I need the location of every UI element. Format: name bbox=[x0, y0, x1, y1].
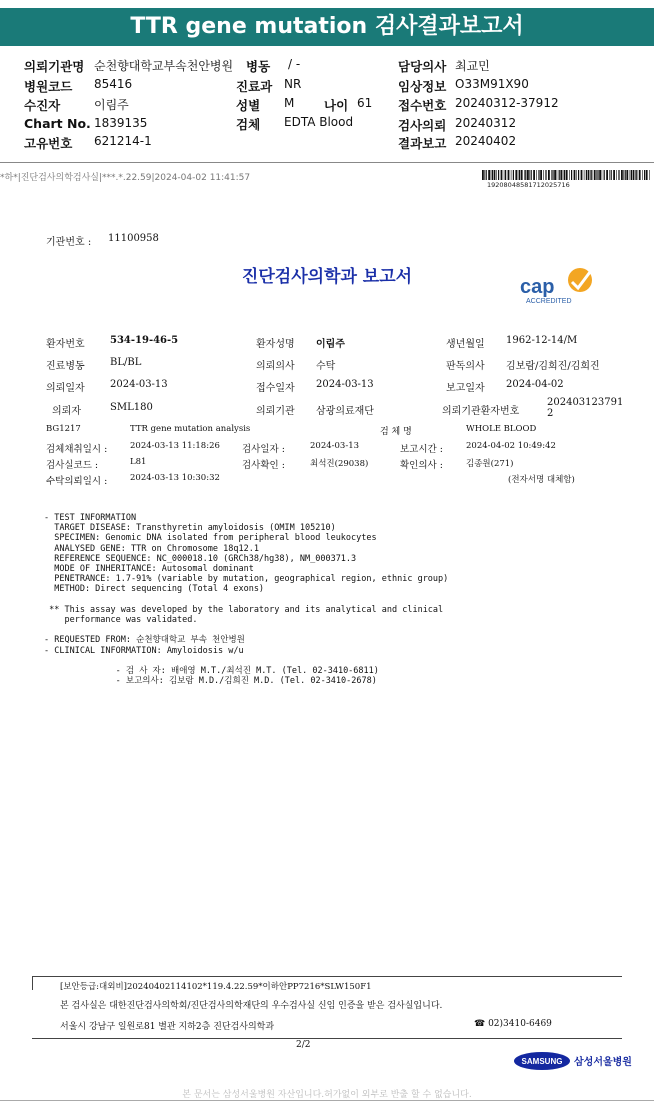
pid-value: 534-19-46-5 bbox=[110, 335, 179, 346]
phone-icon: ☎ bbox=[474, 1019, 489, 1029]
checker-value: 김종원(271) bbox=[466, 459, 514, 469]
ward-value: / - bbox=[288, 57, 301, 71]
barcode-bar bbox=[594, 170, 596, 180]
barcode-bar bbox=[498, 170, 499, 180]
esign-note: (전자서명 대체함) bbox=[508, 475, 575, 485]
disclaimer-watermark: 본 문서는 삼성서울병원 자산입니다.허가없이 외부로 반출 할 수 없습니다. bbox=[182, 1090, 472, 1100]
barcode-bar bbox=[646, 170, 648, 180]
barcode-bar bbox=[486, 170, 487, 180]
barcode-bar bbox=[488, 170, 490, 180]
ward-table-label: 진료병동 bbox=[46, 361, 85, 372]
req-org-label: 의뢰기관 bbox=[256, 406, 295, 417]
barcode-bar bbox=[551, 170, 552, 180]
info-line bbox=[44, 595, 448, 605]
barcode-bar bbox=[560, 170, 562, 180]
barcode-bar bbox=[625, 170, 626, 180]
age-label: 나이 bbox=[324, 98, 349, 113]
barcode-bar bbox=[518, 170, 519, 180]
requester-value: SML180 bbox=[110, 402, 153, 413]
result-value: 20240402 bbox=[455, 134, 517, 148]
barcode-bar bbox=[639, 170, 641, 180]
lab-code-value: L81 bbox=[130, 457, 147, 467]
barcode-bar bbox=[649, 170, 650, 180]
barcode-bar bbox=[521, 170, 523, 180]
barcode-bar bbox=[642, 170, 643, 180]
org-no-label: 기관번호 : bbox=[46, 237, 92, 248]
barcode-bar bbox=[492, 170, 493, 180]
barcode-bar bbox=[596, 170, 597, 180]
barcode-bar bbox=[511, 170, 512, 180]
barcode-bar bbox=[631, 170, 632, 180]
barcode-bar bbox=[519, 170, 520, 180]
barcode-bar bbox=[574, 170, 576, 180]
barcode-bar bbox=[597, 170, 598, 180]
barcode-bar bbox=[618, 170, 619, 180]
barcode-bar bbox=[508, 170, 510, 180]
barcode-bar bbox=[606, 170, 608, 180]
collect-value: 2024-03-13 11:18:26 bbox=[130, 441, 220, 451]
barcode-bar bbox=[496, 170, 497, 180]
sex-label: 성별 bbox=[236, 98, 261, 113]
info-line: - REQUESTED FROM: 순천향대학교 부속 천안병원 bbox=[44, 635, 245, 646]
barcode-bar bbox=[564, 170, 565, 180]
barcode-bar bbox=[501, 170, 503, 180]
barcode-bar bbox=[630, 170, 631, 180]
specimen-label: 검체 bbox=[236, 117, 261, 132]
barcode-bar bbox=[578, 170, 579, 180]
barcode-bar bbox=[576, 170, 577, 180]
attending-value: 최교민 bbox=[455, 59, 490, 73]
barcode-number: 1920804858171202571​6 bbox=[487, 181, 570, 189]
hospital-code-value: 85416 bbox=[94, 77, 133, 91]
specimen-name-value: WHOLE BLOOD bbox=[466, 424, 537, 434]
chart-value: 1839135 bbox=[94, 116, 148, 130]
barcode-bar bbox=[644, 170, 645, 180]
barcode-bar bbox=[604, 170, 605, 180]
org-no-value: 11100958 bbox=[108, 233, 159, 244]
req-date-label: 의뢰일자 bbox=[46, 383, 85, 394]
recv-date-label: 접수일자 bbox=[256, 383, 295, 394]
test-date-value: 2024-03-13 bbox=[310, 441, 360, 451]
barcode-bar bbox=[633, 170, 635, 180]
barcode-bar bbox=[616, 170, 617, 180]
reader-value: 김보람/김희진/김희진 bbox=[506, 361, 600, 372]
barcode-bar bbox=[494, 170, 496, 180]
footer-bracket bbox=[32, 976, 33, 990]
page-number: 2/2 bbox=[296, 1040, 311, 1050]
barcode-bar bbox=[505, 170, 506, 180]
collect-label: 검체채취일시 : bbox=[46, 444, 108, 455]
requesting-org-value: 순천향대학교부속천안병원 bbox=[94, 59, 234, 73]
info-line: MODE OF INHERITANCE: Autosomal dominant bbox=[44, 564, 254, 575]
info-line: SPECIMEN: Genomic DNA isolated from peripheral blood leukocytes bbox=[44, 533, 377, 544]
barcode-bar bbox=[566, 170, 568, 180]
phone-number: 02)3410-6469 bbox=[488, 1019, 552, 1029]
outsource-label: 수탁의뢰일시 : bbox=[46, 476, 108, 487]
info-line: performance was validated. bbox=[44, 615, 198, 626]
org-pid-label: 의뢰기관환자번호 bbox=[442, 406, 520, 417]
barcode-bar bbox=[581, 170, 583, 180]
dob-label: 생년월일 bbox=[446, 339, 485, 350]
receipt-value: 20240312-37912 bbox=[455, 96, 559, 110]
info-line: ** This assay was developed by the laboratory and its analytical and clinical bbox=[44, 604, 444, 615]
cap-subtext: ACCREDITED bbox=[526, 298, 572, 305]
doctor-label: 의뢰의사 bbox=[256, 361, 295, 372]
samsung-hospital-text: 삼성서울병원 bbox=[574, 1057, 632, 1068]
header-divider bbox=[0, 162, 654, 163]
info-line: METHOD: Direct sequencing (Total 4 exons) bbox=[44, 584, 265, 595]
dob-value: 1962-12-14/M bbox=[506, 335, 578, 346]
barcode-bar bbox=[611, 170, 612, 180]
samsung-hospital-logo bbox=[514, 1050, 632, 1072]
info-line: ANALYSED GENE: TTR on Chromosome 18q12.1 bbox=[44, 543, 259, 554]
test-code: BG1217 bbox=[46, 424, 81, 434]
confirm-value: 최석진(29038) bbox=[310, 459, 369, 469]
patient-value: 이림주 bbox=[94, 98, 129, 112]
barcode-bar bbox=[538, 170, 539, 180]
req-date-value: 2024-03-13 bbox=[110, 379, 168, 390]
barcode-bar bbox=[533, 170, 535, 180]
barcode-bar bbox=[635, 170, 636, 180]
barcode-bar bbox=[559, 170, 560, 180]
test-name: TTR gene mutation analysis bbox=[130, 424, 251, 434]
barcode-bar bbox=[599, 170, 601, 180]
barcode-bar bbox=[591, 170, 592, 180]
clinical-label: 임상정보 bbox=[398, 79, 447, 94]
unique-value: 621214-1 bbox=[94, 134, 152, 148]
barcode-bar bbox=[504, 170, 505, 180]
page-bottom-rule bbox=[0, 1100, 654, 1101]
barcode-bar bbox=[482, 170, 484, 180]
patient-label: 수진자 bbox=[24, 98, 61, 113]
hospital-code-label: 병원코드 bbox=[24, 79, 73, 94]
specimen-name-label: 검 체 명 bbox=[380, 427, 412, 437]
org-pid-value-1: 202403123791 bbox=[547, 397, 624, 408]
barcode-bar bbox=[548, 170, 550, 180]
test-date-label: 검사일자 : bbox=[242, 444, 285, 455]
barcode-bar bbox=[515, 170, 517, 180]
barcode-bar bbox=[590, 170, 591, 180]
age-value: 61 bbox=[357, 96, 373, 110]
barcode-bar bbox=[552, 170, 553, 180]
clinical-value: O33M91X90 bbox=[455, 77, 529, 91]
barcode-bar bbox=[540, 170, 542, 180]
phone-line bbox=[474, 1019, 552, 1029]
barcode-bar bbox=[588, 170, 590, 180]
confirm-label: 검사확인 : bbox=[242, 460, 285, 471]
rep-date-label: 보고일자 bbox=[446, 383, 485, 394]
specimen-value: EDTA Blood bbox=[284, 115, 354, 129]
barcode-bar bbox=[491, 170, 492, 180]
dept-label: 진료과 bbox=[236, 79, 273, 94]
recv-date-value: 2024-03-13 bbox=[316, 379, 374, 390]
barcode-bar bbox=[602, 170, 603, 180]
lab-code-label: 검사실코드 : bbox=[46, 460, 99, 471]
report-banner-title: TTR gene mutation 검사결과보고서 bbox=[0, 8, 654, 46]
barcode-bar bbox=[557, 170, 558, 180]
barcode-bar bbox=[626, 170, 628, 180]
barcode-bar bbox=[621, 170, 623, 180]
barcode-bar bbox=[613, 170, 615, 180]
report-time-label: 보고시간 : bbox=[400, 444, 443, 455]
print-stamp: *하*|진단검사의학검사실|***.*.22.59|2024-04-02 11:41:57 bbox=[0, 173, 251, 183]
barcode-bar bbox=[531, 170, 532, 180]
receipt-label: 접수번호 bbox=[398, 98, 447, 113]
barcode-bar bbox=[636, 170, 637, 180]
org-pid-value-2: 2 bbox=[547, 408, 554, 419]
name-value: 이림주 bbox=[316, 339, 345, 350]
pid-label: 환자번호 bbox=[46, 339, 85, 350]
report-title: 진단검사의학과 보고서 bbox=[241, 267, 413, 287]
barcode-bar bbox=[525, 170, 526, 180]
request-date-label: 검사의뢰 bbox=[398, 118, 447, 133]
barcode-bar bbox=[569, 170, 570, 180]
info-line: REFERENCE SEQUENCE: NC_000018.10 (GRCh38/hg38), NM_000371.3 bbox=[44, 553, 357, 564]
info-line: - TEST INFORMATION bbox=[44, 513, 137, 523]
barcode-bar bbox=[529, 170, 530, 180]
cap-text: cap bbox=[520, 276, 555, 298]
info-line bbox=[44, 625, 448, 635]
barcode-bar bbox=[586, 170, 587, 180]
doctor-value: 수탁 bbox=[316, 361, 336, 372]
barcode-bar bbox=[484, 170, 485, 180]
sex-value: M bbox=[284, 96, 295, 110]
checker-label: 확인의사 : bbox=[400, 460, 443, 471]
dept-value: NR bbox=[284, 77, 302, 91]
security-line: [보안등급:대외비]20240402114102*119.4.22.59*이하안PP7216*SLW150F1 bbox=[60, 982, 372, 992]
barcode-bar bbox=[536, 170, 537, 180]
barcode-bar bbox=[543, 170, 544, 180]
barcode-bar bbox=[571, 170, 572, 180]
cert-line: 본 검사실은 대한진단검사의학회/진단검사의학재단의 우수검사실 신임 인증을 받은 검사실입니다. bbox=[60, 1001, 443, 1011]
result-label: 결과보고 bbox=[398, 136, 447, 151]
footer-bottom-divider bbox=[32, 1038, 622, 1039]
info-line bbox=[44, 656, 448, 666]
barcode-bar bbox=[609, 170, 610, 180]
report-time-value: 2024-04-02 10:49:42 bbox=[466, 441, 556, 451]
info-line: - 보고의사: 김보람 M.D./김희진 M.D. (Tel. 02-3410-2678) bbox=[44, 676, 377, 687]
attending-label: 담당의사 bbox=[398, 59, 447, 74]
chart-label: Chart No. bbox=[24, 116, 91, 131]
ward-label: 병동 bbox=[246, 59, 271, 74]
barcode-image bbox=[482, 170, 652, 180]
address-line: 서울시 강남구 일원로81 별관 지하2층 진단검사의학과 bbox=[60, 1022, 275, 1032]
info-line: TARGET DISEASE: Transthyretin amyloidosis (OMIM 105210) bbox=[44, 523, 336, 534]
info-line: - CLINICAL INFORMATION: Amyloidosis w/u bbox=[44, 645, 244, 656]
barcode-bar bbox=[554, 170, 556, 180]
barcode-bar bbox=[584, 170, 585, 180]
rep-date-value: 2024-04-02 bbox=[506, 379, 564, 390]
barcode-bar bbox=[623, 170, 624, 180]
unique-label: 고유번호 bbox=[24, 136, 73, 151]
requester-label: 의뢰자 bbox=[52, 406, 81, 417]
samsung-brand-text: SAMSUNG bbox=[521, 1057, 563, 1066]
barcode-bar bbox=[527, 170, 529, 180]
test-information-block bbox=[44, 513, 448, 686]
ward-table-value: BL/BL bbox=[110, 357, 142, 368]
name-label: 환자성명 bbox=[256, 339, 295, 350]
outsource-value: 2024-03-13 10:30:32 bbox=[130, 473, 220, 483]
requesting-org-label: 의뢰기관명 bbox=[24, 59, 85, 74]
reader-label: 판독의사 bbox=[446, 361, 485, 372]
barcode-bar bbox=[563, 170, 564, 180]
request-date-value: 20240312 bbox=[455, 116, 517, 130]
barcode-bar bbox=[524, 170, 525, 180]
cap-accredited-logo bbox=[518, 266, 604, 306]
req-org-value: 삼광의료재단 bbox=[316, 406, 374, 417]
footer-divider bbox=[32, 976, 622, 977]
info-line: PENETRANCE: 1.7-91% (variable by mutation, geographical region, ethnic group) bbox=[44, 574, 449, 585]
info-line: - 검 사 자: 배애영 M.T./최석진 M.T. (Tel. 02-3410-6811) bbox=[44, 666, 379, 677]
barcode-bar bbox=[545, 170, 546, 180]
samsung-logo-icon bbox=[514, 1050, 632, 1072]
barcode-bar bbox=[513, 170, 514, 180]
